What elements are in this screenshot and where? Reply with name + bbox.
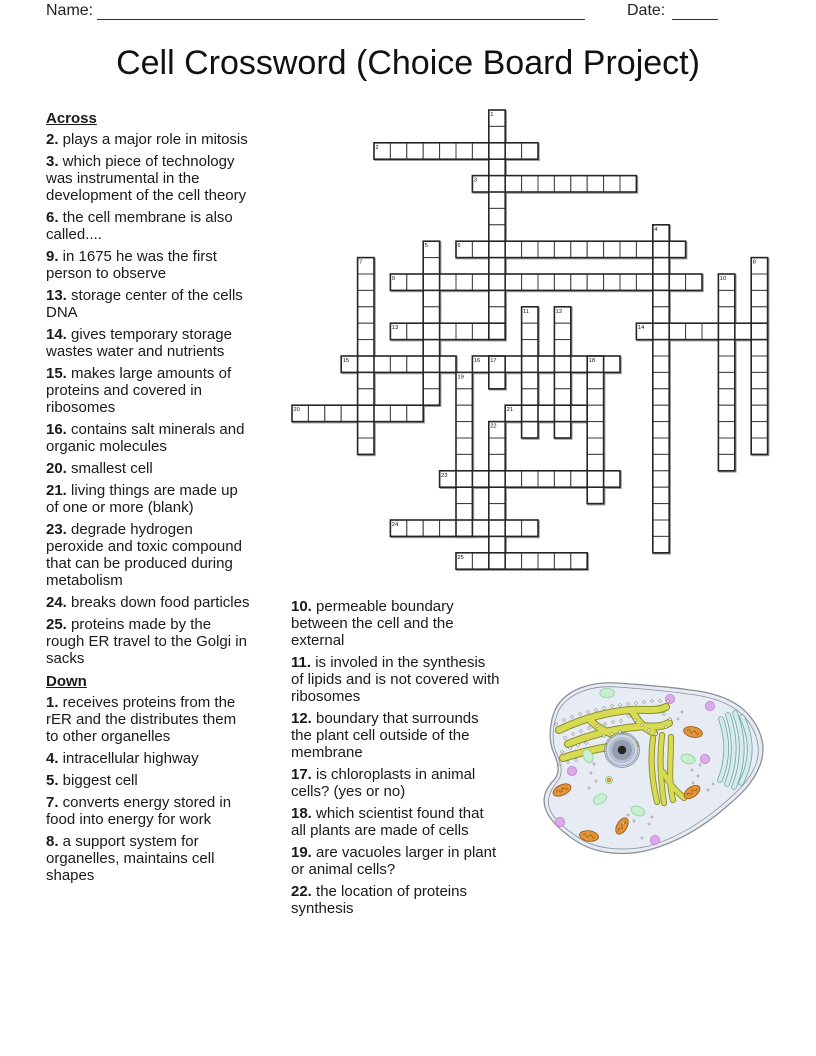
clue-23: 23. degrade hydrogen peroxide and toxic compound that can be produced during metabolism [46,521,242,589]
crossword-grid [291,109,769,571]
nucleolus [618,746,626,754]
date-blank-line[interactable] [672,19,718,20]
grid-cell[interactable] [587,372,603,388]
clue-number: 3. [46,153,59,170]
grid-cell[interactable] [423,258,439,274]
grid-cell[interactable] [358,422,374,438]
grid-cell[interactable] [653,372,669,388]
grid-cell[interactable] [489,159,505,175]
grid-cell[interactable] [489,192,505,208]
grid-cell[interactable] [554,241,570,257]
grid-cell[interactable] [522,553,538,569]
grid-cell[interactable] [538,274,554,290]
grid-cell[interactable] [718,405,734,421]
cell-number: 20 [293,407,300,414]
clue-number: 11. [291,654,312,671]
grid-cell[interactable] [456,454,472,470]
left-clue-column [46,110,251,889]
clue-number: 21. [46,482,67,499]
clue-4: 4. intracellular highway [46,750,199,767]
grid-cell[interactable] [751,290,767,306]
grid-cell[interactable] [571,471,587,487]
grid-cell[interactable] [472,553,488,569]
grid-cell[interactable] [653,422,669,438]
grid-cell[interactable] [374,356,390,372]
grid-cell[interactable] [489,372,505,388]
cell-number: 9 [391,276,396,282]
grid-cell[interactable] [358,340,374,356]
grid-cell[interactable] [653,405,669,421]
clue-11: 11. is involed in the synthesis of lipids and is not covered with ribosomes [291,654,500,705]
grid-cell[interactable] [505,176,521,192]
clue-7: 7. converts energy stored in food into energy for work [46,794,232,828]
grid-cell[interactable] [653,389,669,405]
name-blank-line[interactable] [97,19,585,20]
grid-cell[interactable] [669,274,685,290]
grid-cell[interactable] [423,323,439,339]
grid-cell[interactable] [587,405,603,421]
cell-number: 11 [523,308,530,315]
cell-number: 5 [424,243,428,250]
grid-cell[interactable] [686,274,702,290]
cell-number: 22 [490,423,497,430]
grid-cell[interactable] [571,405,587,421]
grid-cell[interactable] [587,454,603,470]
grid-cell[interactable] [554,356,570,372]
clue-19: 19. are vacuoles larger in plant or animal cells? [291,844,497,878]
middle-clue-column [291,598,501,922]
cell-number: 14 [637,325,645,332]
cell-number: 19 [457,374,464,381]
clue-number: 15. [46,365,67,382]
grid-cell[interactable] [522,389,538,405]
grid-cell[interactable] [653,536,669,552]
cell-number: 15 [342,358,350,364]
clue-number: 17. [291,766,312,783]
grid-cell[interactable] [489,487,505,503]
grid-cell[interactable] [489,438,505,454]
grid-cell[interactable] [636,241,652,257]
grid-cell[interactable] [653,356,669,372]
grid-cell[interactable] [489,126,505,142]
grid-cell[interactable] [718,340,734,356]
grid-cell[interactable] [653,323,669,339]
grid-cell[interactable] [390,405,406,421]
grid-cell[interactable] [653,241,669,257]
clue-5: 5. biggest cell [46,772,138,789]
grid-cell[interactable] [358,356,374,372]
across-heading: Across [46,110,97,127]
grid-cell[interactable] [423,356,439,372]
grid-cell[interactable] [522,143,538,159]
grid-cell[interactable] [751,274,767,290]
clue-9: 9. in 1675 he was the first person to observe [46,248,217,282]
grid-cell[interactable] [358,405,374,421]
grid-cell[interactable] [718,454,734,470]
grid-cell[interactable] [554,553,570,569]
clue-number: 7. [46,794,59,811]
grid-cell[interactable] [686,323,702,339]
grid-cell[interactable] [472,143,488,159]
grid-cell[interactable] [358,274,374,290]
grid-cell[interactable] [653,340,669,356]
clue-number: 9. [46,248,59,265]
grid-cell[interactable] [669,241,685,257]
clue-24: 24. breaks down food particles [46,594,250,611]
clue-14: 14. gives temporary storage wastes water and nutrients [46,326,232,360]
grid-cell[interactable] [423,520,439,536]
grid-cell[interactable] [587,389,603,405]
grid-cell[interactable] [653,438,669,454]
grid-cell[interactable] [653,520,669,536]
grid-cell[interactable] [522,323,538,339]
grid-cell[interactable] [358,372,374,388]
grid-cell[interactable] [538,405,554,421]
grid-cell[interactable] [554,323,570,339]
grid-cell[interactable] [407,520,423,536]
grid-cell[interactable] [407,274,423,290]
across-clue-list [46,131,251,667]
grid-cell[interactable] [522,340,538,356]
cell-number: 4 [654,226,658,233]
clue-number: 8. [46,833,59,850]
clue-16: 16. contains salt minerals and organic molecules [46,421,245,455]
grid-cell[interactable] [440,520,456,536]
grid-cell[interactable] [456,504,472,520]
clue-8: 8. a support system for organelles, maintains cell shapes [46,833,215,884]
grid-cell[interactable] [751,323,767,339]
grid-cell[interactable] [472,241,488,257]
grid-cell[interactable] [587,438,603,454]
grid-cell[interactable] [308,405,324,421]
cell-number: 21 [506,407,514,414]
clue-22: 22. the location of proteins synthesis [291,883,467,917]
grid-cell[interactable] [751,438,767,454]
clue-15: 15. makes large amounts of proteins and covered in ribosomes [46,365,232,416]
grid-cell[interactable] [472,274,488,290]
clue-number: 16. [46,421,67,438]
cell-number: 16 [473,358,481,364]
grid-cell[interactable] [653,290,669,306]
grid-cell[interactable] [505,520,521,536]
grid-cell[interactable] [407,143,423,159]
grid-cell[interactable] [554,340,570,356]
grid-cell[interactable] [440,323,456,339]
grid-cell[interactable] [505,274,521,290]
grid-cell[interactable] [423,389,439,405]
grid-cell[interactable] [522,372,538,388]
grid-cell[interactable] [620,241,636,257]
grid-cell[interactable] [358,389,374,405]
grid-cell[interactable] [407,356,423,372]
clue-25: 25. proteins made by the rough ER travel to the Golgi in sacks [46,616,247,667]
grid-cell[interactable] [538,241,554,257]
grid-cell[interactable] [489,143,505,159]
grid-cell[interactable] [489,274,505,290]
grid-cell[interactable] [505,143,521,159]
grid-cell[interactable] [341,405,357,421]
grid-cell[interactable] [653,487,669,503]
grid-cell[interactable] [489,553,505,569]
cell-number: 13 [391,325,399,332]
grid-cell[interactable] [554,405,570,421]
grid-cell[interactable] [653,307,669,323]
grid-cell[interactable] [718,290,734,306]
down-clue-list-right [291,598,501,917]
grid-cell[interactable] [489,241,505,257]
grid-cell[interactable] [751,422,767,438]
grid-cell[interactable] [669,323,685,339]
cell-number: 2 [375,144,379,151]
clue-number: 5. [46,772,59,789]
cell-number: 25 [457,554,464,561]
grid-cell[interactable] [571,274,587,290]
grid-cell[interactable] [751,340,767,356]
grid-cell[interactable] [522,520,538,536]
grid-cell[interactable] [718,438,734,454]
grid-cell[interactable] [522,241,538,257]
grid-cell[interactable] [423,274,439,290]
grid-cell[interactable] [538,176,554,192]
grid-cell[interactable] [718,372,734,388]
grid-cell[interactable] [554,389,570,405]
grid-cell[interactable] [456,487,472,503]
clue-number: 14. [46,326,67,343]
clue-20: 20. smallest cell [46,460,153,477]
grid-cell[interactable] [718,422,734,438]
grid-cell[interactable] [489,471,505,487]
grid-cell[interactable] [423,290,439,306]
grid-cell[interactable] [522,274,538,290]
grid-cell[interactable] [456,520,472,536]
clue-18: 18. which scientist found that all plants are made of cells [291,805,484,839]
grid-cell[interactable] [653,471,669,487]
nucleus [605,733,640,768]
cell-number: 8 [752,259,756,266]
grid-cell[interactable] [358,438,374,454]
grid-cell[interactable] [358,290,374,306]
grid-cell[interactable] [571,176,587,192]
grid-cell[interactable] [718,356,734,372]
cell-number: 6 [457,243,461,250]
grid-cell[interactable] [554,176,570,192]
grid-cell[interactable] [472,520,488,536]
down-clue-list-left [46,694,251,884]
grid-cell[interactable] [456,143,472,159]
clue-12: 12. boundary that surrounds the plant cell outside of the membrane [291,710,479,761]
grid-cell[interactable] [604,241,620,257]
grid-cell[interactable] [604,274,620,290]
grid-cell[interactable] [620,176,636,192]
cell-number: 1 [490,112,494,118]
grid-cell[interactable] [489,504,505,520]
clue-21: 21. living things are made up of one or more (blank) [46,482,238,516]
grid-cell[interactable] [538,471,554,487]
grid-cell[interactable] [489,176,505,192]
cell-number: 7 [359,259,363,266]
grid-cell[interactable] [456,438,472,454]
grid-cell[interactable] [653,504,669,520]
grid-cell[interactable] [456,389,472,405]
name-label: Name: [46,2,94,19]
clue-number: 18. [291,805,312,822]
grid-cell[interactable] [751,307,767,323]
clue-number: 13. [46,287,67,304]
grid-cell[interactable] [472,323,488,339]
grid-cell[interactable] [571,241,587,257]
clue-number: 25. [46,616,67,633]
animal-cell-diagram [532,672,800,864]
grid-cell[interactable] [587,487,603,503]
page-title: Cell Crossword (Choice Board Project) [116,44,700,82]
grid-cell[interactable] [751,389,767,405]
grid-cell[interactable] [735,323,751,339]
grid-cell[interactable] [554,422,570,438]
cell-number: 23 [441,472,448,479]
grid-cell[interactable] [423,372,439,388]
grid-cell[interactable] [358,307,374,323]
grid-cell[interactable] [423,143,439,159]
grid-cell[interactable] [489,454,505,470]
grid-cell[interactable] [653,274,669,290]
grid-cell[interactable] [718,323,734,339]
grid-cell[interactable] [456,405,472,421]
grid-cell[interactable] [718,389,734,405]
clue-6: 6. the cell membrane is also called.... [46,209,233,243]
grid-cell[interactable] [571,553,587,569]
clue-number: 2. [46,131,59,148]
grid-cell[interactable] [554,372,570,388]
grid-cell[interactable] [554,274,570,290]
grid-cell[interactable] [505,471,521,487]
grid-cell[interactable] [636,274,652,290]
clue-number: 23. [46,521,67,538]
grid-cell[interactable] [390,143,406,159]
grid-cell[interactable] [751,372,767,388]
grid-cell[interactable] [538,553,554,569]
grid-cell[interactable] [587,422,603,438]
grid-cell[interactable] [571,356,587,372]
grid-cell[interactable] [489,258,505,274]
grid-cell[interactable] [505,241,521,257]
grid-cell[interactable] [718,307,734,323]
grid-cell[interactable] [489,307,505,323]
grid-cell[interactable] [620,274,636,290]
clue-number: 1. [46,694,59,711]
grid-cell[interactable] [522,422,538,438]
grid-cell[interactable] [587,471,603,487]
grid-cell[interactable] [538,356,554,372]
clue-number: 10. [291,598,312,615]
cell-number: 18 [588,358,596,364]
cell-number: 24 [391,522,399,528]
grid-cell[interactable] [751,405,767,421]
grid-cell[interactable] [440,274,456,290]
grid-cell[interactable] [472,471,488,487]
grid-cell[interactable] [587,274,603,290]
grid-cell[interactable] [456,274,472,290]
grid-cell[interactable] [358,323,374,339]
cell-number: 3 [473,177,478,184]
clue-1: 1. receives proteins from the rER and the distributes them to other organelles [46,694,237,745]
grid-cell[interactable] [554,471,570,487]
grid-cell[interactable] [522,356,538,372]
clue-13: 13. storage center of the cells DNA [46,287,243,321]
grid-cell[interactable] [489,290,505,306]
cell-number: 17 [490,358,497,364]
cell-number: 12 [555,308,563,315]
grid-cell[interactable] [423,340,439,356]
grid-cell[interactable] [456,422,472,438]
grid-cell[interactable] [390,356,406,372]
cell-number: 10 [719,276,727,282]
grid-cell[interactable] [505,356,521,372]
clue-10: 10. permeable boundary between the cell and the external [291,598,454,649]
clue-number: 6. [46,209,59,226]
grid-cell[interactable] [456,323,472,339]
grid-cell[interactable] [407,323,423,339]
grid-cell[interactable] [489,536,505,552]
grid-cell[interactable] [325,405,341,421]
grid-cell[interactable] [489,208,505,224]
grid-cell[interactable] [489,225,505,241]
grid-cell[interactable] [587,241,603,257]
grid-cell[interactable] [587,176,603,192]
clue-number: 4. [46,750,59,767]
grid-cell[interactable] [604,356,620,372]
grid-cell[interactable] [522,471,538,487]
date-label: Date: [627,2,666,19]
grid-cell[interactable] [407,405,423,421]
grid-cell[interactable] [522,176,538,192]
grid-cell[interactable] [440,356,456,372]
grid-cell[interactable] [440,143,456,159]
grid-cell[interactable] [522,405,538,421]
grid-cell[interactable] [653,258,669,274]
clue-number: 19. [291,844,312,861]
grid-cell[interactable] [505,553,521,569]
grid-cell[interactable] [423,307,439,323]
centriole [605,776,612,783]
grid-cell[interactable] [604,176,620,192]
down-heading: Down [46,673,87,690]
clue-number: 12. [291,710,312,727]
grid-cell[interactable] [456,471,472,487]
clue-number: 22. [291,883,312,900]
grid-cell[interactable] [702,323,718,339]
clue-number: 24. [46,594,67,611]
grid-cell[interactable] [653,454,669,470]
grid-cell[interactable] [604,471,620,487]
clue-3: 3. which piece of technology was instrumental in the development of the cell theory [46,153,247,204]
grid-cell[interactable] [489,323,505,339]
clue-number: 20. [46,460,67,477]
clue-2: 2. plays a major role in mitosis [46,131,248,148]
grid-cell[interactable] [489,520,505,536]
grid-cell[interactable] [751,356,767,372]
clue-17: 17. is chloroplasts in animal cells? (yes or no) [291,766,476,800]
grid-cell[interactable] [374,405,390,421]
